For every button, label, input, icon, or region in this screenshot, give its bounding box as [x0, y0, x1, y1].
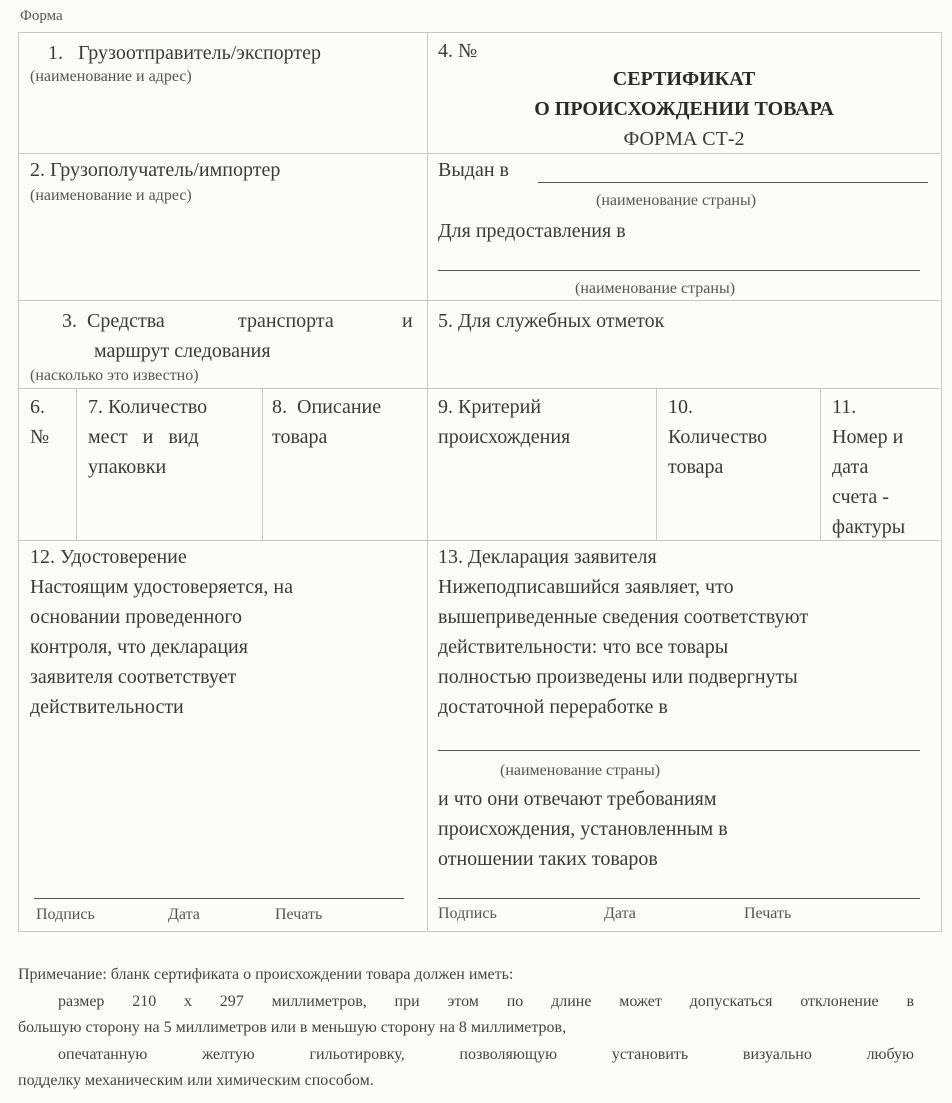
- for-presentation-hint: (наименование страны): [575, 280, 736, 297]
- note-line1: Примечание: бланк сертификата о происхождении товара должен иметь:: [18, 966, 514, 983]
- grid-vline-c7: [262, 388, 263, 540]
- note-line4: опечатанную желтую гильотировку, позволяющую установить визуально любую: [58, 1046, 914, 1063]
- certificate-form-code: ФОРМА СТ-2: [623, 128, 745, 150]
- issued-in-line: [538, 182, 928, 183]
- box12-signature-line: [34, 898, 404, 899]
- issued-in-label: Выдан в: [438, 159, 509, 181]
- col9-line1: 9. Критерий: [438, 396, 542, 418]
- col7-line2: мест и вид: [88, 426, 199, 448]
- box13-sign-label: Подпись: [438, 905, 497, 922]
- col11-line2: Номер и: [832, 426, 904, 448]
- box13-country-hint: (наименование страны): [500, 762, 661, 779]
- col6-line2: №: [30, 426, 50, 448]
- box13-section2: [438, 784, 934, 874]
- box13-line7: происхождения, установленным в: [438, 818, 728, 840]
- certificate-title: СЕРТИФИКАТ: [612, 68, 756, 90]
- note-line3: большую сторону на 5 миллиметров или в меньшую сторону на 8 миллиметров,: [18, 1019, 567, 1036]
- box13-date-label: Дата: [604, 905, 636, 922]
- box13-signature-line: [438, 898, 920, 899]
- box12-line1: Настоящим удостоверяется, на: [30, 576, 293, 598]
- box13-title: 13. Декларация заявителя: [438, 546, 657, 568]
- note-line2: размер 210 х 297 миллиметров, при этом по длине может допускаться отклонение в: [58, 993, 914, 1010]
- grid-hline-4: [18, 540, 940, 541]
- box2-subtitle: (наименование и адрес): [30, 187, 192, 204]
- col11-line3: дата: [832, 456, 869, 478]
- col10-line1: 10.: [668, 396, 693, 418]
- box3-line1-b: транспорта: [238, 310, 334, 332]
- box13-line1: Нижеподписавшийся заявляет, что: [438, 576, 734, 598]
- col7-line3: упаковки: [88, 456, 167, 478]
- col10-header: [668, 392, 767, 482]
- for-presentation-line: [438, 270, 920, 271]
- col10-line2: Количество: [668, 426, 768, 448]
- box13-country-line: [438, 750, 920, 751]
- col11-line5: фактуры: [832, 516, 906, 538]
- issued-in-hint: (наименование страны): [596, 192, 757, 209]
- col8-line1: 8. Описание: [272, 396, 382, 418]
- box3-line1-c: и: [402, 310, 413, 332]
- col8-line2: товара: [272, 426, 328, 448]
- col10-line3: товара: [668, 456, 724, 478]
- box12-line5: действительности: [30, 696, 184, 718]
- col11-line4: счета -: [832, 486, 889, 508]
- col7-line1: 7. Количество: [88, 396, 208, 418]
- grid-vline-center: [427, 32, 428, 930]
- col7-header: [88, 392, 254, 482]
- certificate-title-line2: О ПРОИСХОЖДЕНИИ ТОВАРА: [534, 98, 834, 120]
- note-line5: подделку механическим или химическим способом.: [18, 1072, 374, 1089]
- col9-line2: происхождения: [438, 426, 571, 448]
- col6-header: [30, 392, 49, 452]
- box13-line4: полностью произведены или подвергнуты: [438, 666, 798, 688]
- for-presentation-label: Для предоставления в: [438, 220, 626, 242]
- box12-line3: контроля, что декларация: [30, 636, 248, 658]
- col11-header: [832, 392, 905, 542]
- grid-hline-3: [18, 388, 940, 389]
- col11-line1: 11.: [832, 396, 857, 418]
- box3-subtitle: (насколько это известно): [30, 367, 199, 384]
- box12-line2: основании проведенного: [30, 606, 243, 628]
- box12-date-label: Дата: [168, 906, 200, 923]
- box12-section: [30, 542, 420, 722]
- box12-title: 12. Удостоверение: [30, 546, 187, 568]
- grid-hline-2: [18, 300, 940, 301]
- col6-line1: 6.: [30, 396, 45, 418]
- box13-section: [438, 542, 934, 722]
- box12-seal-label: Печать: [275, 906, 323, 923]
- box4-number: 4. №: [438, 40, 478, 62]
- box2-title: 2. Грузополучатель/импортер: [30, 159, 281, 181]
- box12-sign-label: Подпись: [36, 906, 95, 923]
- box13-line5: достаточной переработке в: [438, 696, 668, 718]
- box1-subtitle: (наименование и адрес): [30, 68, 192, 85]
- box13-line2: вышеприведенные сведения соответствуют: [438, 606, 809, 628]
- grid-vline-c9: [656, 388, 657, 540]
- grid-vline-c10: [820, 388, 821, 540]
- col8-header: [272, 392, 381, 452]
- box5-title: 5. Для служебных отметок: [438, 310, 665, 332]
- box13-line6: и что они отвечают требованиям: [438, 788, 717, 810]
- box1-title: 1. Грузоотправитель/экспортер: [48, 42, 322, 64]
- box13-line8: отношении таких товаров: [438, 848, 658, 870]
- box13-seal-label: Печать: [744, 905, 792, 922]
- grid-vline-c6: [76, 388, 77, 540]
- col9-header: [438, 392, 570, 452]
- box12-line4: заявителя соответствует: [30, 666, 237, 688]
- form-caption: Форма: [20, 8, 63, 24]
- box3-line1-a: 3. Средства: [62, 310, 165, 332]
- box13-line3: действительности: что все товары: [438, 636, 729, 658]
- box3-line2: маршрут следования: [94, 340, 271, 362]
